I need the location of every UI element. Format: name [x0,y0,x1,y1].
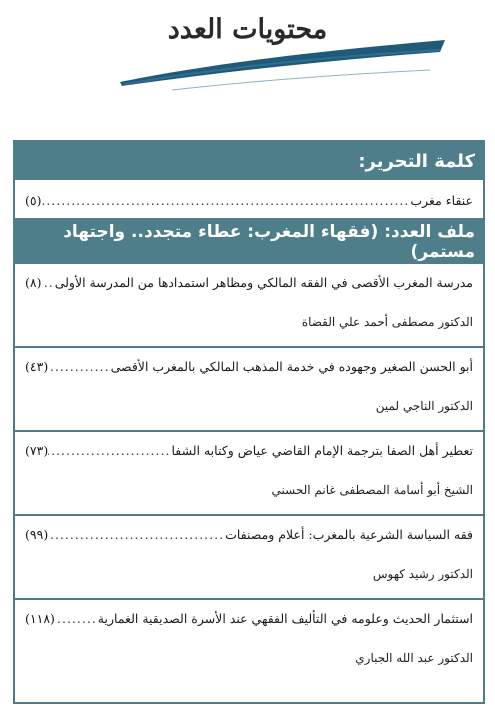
entry-author: الدكتور الناجي لمين [375,399,473,413]
page-title: محتويات العدد [167,14,328,45]
entry-page: (٧٣) [25,443,49,458]
toc-entry[interactable] [15,348,483,432]
entry-author: الدكتور مصطفى أحمد علي القضاة [301,315,473,329]
entry-author: الدكتور رشيد كهوس [372,567,473,581]
entry-author: الشيخ أبو أسامة المصطفى غانم الحسني [271,483,473,497]
leader-dots [42,274,55,292]
entry-page: (٤٣) [25,359,49,374]
entry-line [25,442,473,460]
entry-title: مدرسة المغرب الأقصى في الفقه المالكي ومظاهر استمدادها من المدرسة الأولى [54,275,473,290]
toc-entry-editorial[interactable] [15,182,483,220]
toc-entry[interactable] [15,600,483,684]
entry-page: (٩٩) [25,527,49,542]
leader-dots [48,526,225,544]
entry-line [25,610,473,628]
entry-title: فقه السياسة الشرعية بالمغرب: أعلام ومصنفات [225,527,473,542]
entry-line [25,192,473,210]
toc-entry[interactable] [15,264,483,348]
leader-dots [48,358,110,376]
entry-title: استثمار الحديث وعلومه في التأليف الفقهي عند الأسرة الصديقية الغمارية [97,611,473,626]
entry-page: (٥) [25,193,42,208]
entry-line [25,274,473,292]
toc-entry[interactable] [15,432,483,516]
page-header [0,0,495,100]
section-heading-dossier: ملف العدد: (فقهاء المغرب: عطاء متجدد.. واجتهاد مستمر) [15,220,483,264]
leader-dots [42,192,411,210]
entry-page: (١١٨) [25,611,55,626]
entry-title: أبو الحسن الصغير وجهوده في خدمة المذهب المالكي بالمغرب الأقصى [110,359,473,374]
leader-dots [55,610,98,628]
entry-author: الدكتور عبد الله الجباري [355,651,473,665]
leader-dots [48,442,171,460]
entry-title: عنقاء مغرب [410,193,473,208]
entry-page: (٨) [25,275,42,290]
entry-title: تعطير أهل الصفا بترجمة الإمام القاضي عياض وكتابه الشفا [171,443,473,458]
contents-table [13,140,485,704]
entry-line [25,358,473,376]
section-heading-editorial: كلمة التحرير: [15,142,483,182]
entry-line [25,526,473,544]
toc-entry[interactable] [15,516,483,600]
